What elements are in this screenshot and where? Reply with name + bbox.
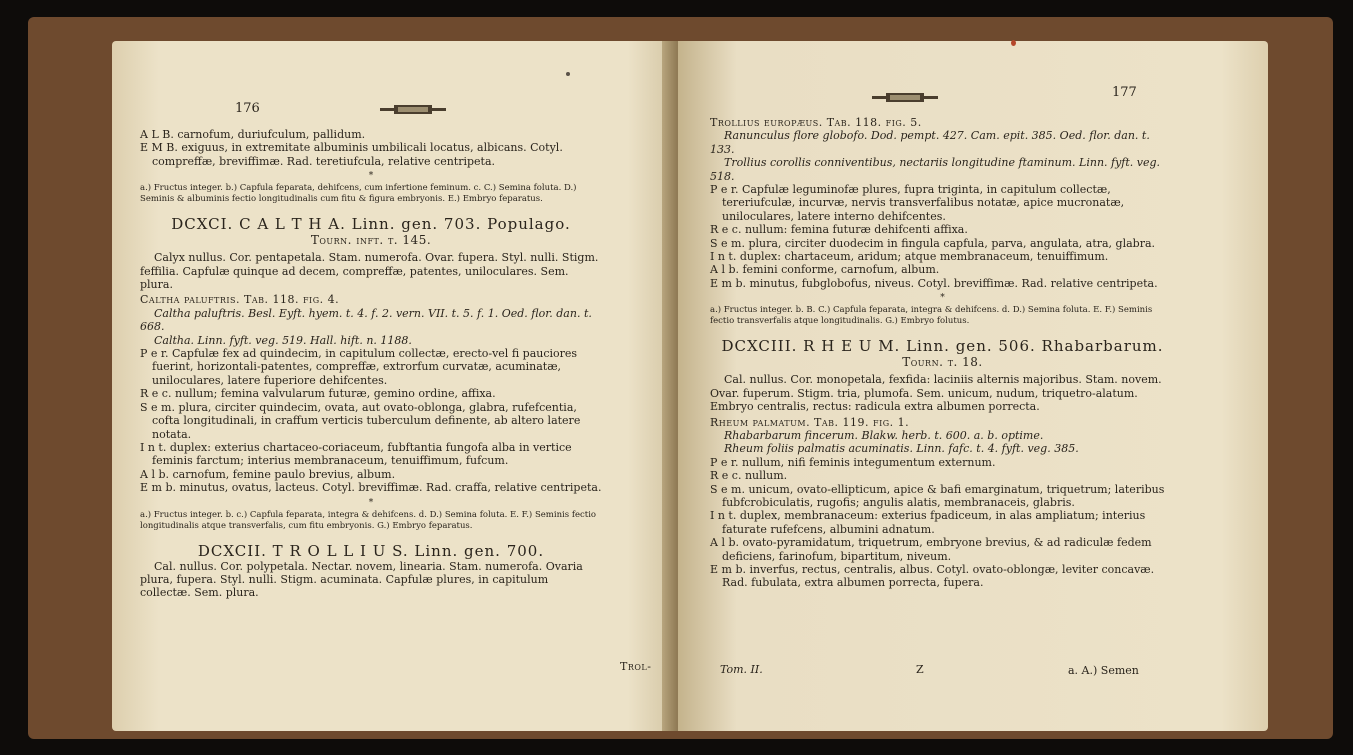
trollius-alb: A l b. femini conforme, carnofum, album. bbox=[710, 263, 940, 277]
figure-note-top: a.) Fructus integer. b.) Capfula feparata, dehifcens, cum infertione feminum. c. C.) Semina foluta. D.) Seminis & albuminis fectio longitudinalis cum fitu & figura embryonis. E.) Embryo feparatus. bbox=[140, 183, 577, 205]
right-page-text bbox=[710, 116, 1175, 590]
trollius-rec: R e c. nullum: femina futuræ dehifcenti affixa. bbox=[710, 223, 968, 237]
rheum-description: Cal. nullus. Cor. monopetala, fexfida: laciniis alternis majoribus. Stam. novem. Ovar. fuperum. Stigm. tria, plumofa. Sem. unicum, nudum, triquetro-alatum. Embryo centralis, rectus: radicula extra albumen porrecta. bbox=[710, 373, 1162, 414]
figure-note-caltha: a.) Fructus integer. b. c.) Capfula feparata, integra & dehifcens. d. D.) Semina foluta. E. F.) Seminis fectio longitudinalis atque transverfalis, cum fitu embryonis. G.) Embryo feparatus. bbox=[140, 509, 597, 531]
rheum-rec: R e c. nullum. bbox=[710, 469, 788, 483]
caltha-synonym-1: Caltha paluftris. Besl. Eyft. hyem. t. 4. f. 2. vern. VII. t. 5. f. 1. Oed. flor. dan. t. 668. bbox=[140, 306, 592, 334]
rheum-species: Rheum palmatum. Tab. 119. fig. 1. bbox=[710, 415, 910, 429]
caltha-rec: R e c. nullum; femina valvularum futuræ, gemino ordine, affixa. bbox=[140, 387, 496, 401]
red-speck bbox=[1011, 40, 1016, 46]
trollius-emb: E m b. minutus, fubglobofus, niveus. Cotyl. breviffimæ. Rad. relative centripeta. bbox=[710, 276, 1158, 290]
genus-subheading-rheum: Tourn. t. 18. bbox=[902, 355, 983, 370]
left-page-number: 176 bbox=[235, 101, 260, 116]
rheum-emb: E m b. inverfus, rectus, centralis, albus. Cotyl. ovato-oblongæ, leviter concavæ. Rad. fubulata, extra albumen porrecta, fupera. bbox=[710, 562, 1155, 590]
caltha-sem: S e m. plura, circiter quindecim, ovata, aut ovato-oblonga, glabra, rufefcentia, cofta longitudinali, in craffum verticis tuberculum definente, ab altero latere notata. bbox=[140, 400, 581, 441]
trollius-species: Trollius europæus. Tab. 118. fig. 5. bbox=[710, 116, 922, 129]
caltha-emb: E m b. minutus, ovatus, lacteus. Cotyl. breviffimæ. Rad. craffa, relative centripeta. bbox=[140, 481, 602, 495]
right-page-number: 177 bbox=[1112, 85, 1137, 100]
rheum-sem: S e m. unicum, ovato-ellipticum, apice & bafi emarginatum, triquetrum; lateribus fubfcrobiculatis, rugofis; angulis alatis, membranaceis, glabris. bbox=[710, 482, 1165, 509]
rheum-per: P e r. nullum, nifi feminis integumentum externum. bbox=[710, 455, 996, 469]
trollius-synonym-1: Ranunculus flore globofo. Dod. pempt. 427. Cam. epit. 385. Oed. flor. dan. t. 133. bbox=[710, 129, 1150, 156]
separator-star: * bbox=[368, 497, 374, 508]
caltha-species: Caltha paluftris. Tab. 118. fig. 4. bbox=[140, 293, 340, 307]
caltha-alb: A l b. carnofum, femine paulo brevius, album. bbox=[140, 467, 396, 481]
catch-note: a. A.) Semen bbox=[1068, 664, 1139, 677]
trollius-sem: S e m. plura, circiter duodecim in fingula capfula, parva, angulata, atra, glabra. bbox=[710, 236, 1156, 250]
caltha-top-alb: A L B. carnofum, duriufculum, pallidum. bbox=[140, 128, 366, 141]
right-header-ornament bbox=[872, 92, 938, 103]
trollius-per: P e r. Capfulæ leguminofæ plures, fupra triginta, in capitulum collectæ, tereriufculæ, incurvæ, nervis transverfalibus notatæ, apice mucronatæ, uniloculares, latere interno dehifcentes. bbox=[710, 183, 1125, 223]
caltha-per: P e r. Capfulæ fex ad quindecim, in capitulum collectæ, erecto-vel fi pauciores fuerint, horizontali-patentes, compreffæ, extrorfum curvatæ, acuminatæ, uniloculares, latere fuperiore dehifcentes. bbox=[140, 347, 578, 387]
separator-star: * bbox=[368, 171, 374, 182]
separator-star: * bbox=[940, 293, 945, 304]
rheum-int: I n t. duplex, membranaceum: exterius fpadiceum, in alas ampliatum; interius faturate rufefcens, albumini adnatum. bbox=[710, 509, 1146, 536]
genus-heading-caltha: DCXCI. C A L T H A. Linn. gen. 703. Populago. bbox=[171, 215, 571, 234]
caltha-int: I n t. duplex: exterius chartaceo-coriaceum, fubftantia fungofa alba in vertice feminis farctum; interius membranaceum, tenuiffimum, fufcum. bbox=[140, 440, 572, 468]
catchword: Trol- bbox=[620, 660, 652, 673]
genus-heading-trollius: DCXCII. T R O L L I U S. Linn. gen. 700. bbox=[197, 541, 545, 560]
left-header-ornament bbox=[380, 104, 446, 115]
caltha-top-emb: E M B. exiguus, in extremitate albuminis umbilicali locatus, albicans. Cotyl. compreffæ, breviffimæ. Rad. teretiufcula, relative centripeta. bbox=[140, 141, 563, 168]
signature-mark: Z bbox=[916, 663, 924, 676]
rheum-alb: A l b. ovato-pyramidatum, triquetrum, embryone brevius, & ad radiculæ fedem deficiens, farinofum, bipartitum, niveum. bbox=[710, 536, 1152, 563]
page-speck bbox=[566, 72, 570, 76]
genus-subheading-caltha: Tourn. inft. t. 145. bbox=[310, 233, 432, 248]
rheum-synonym-2: Rheum foliis palmatis acuminatis. Linn. fafc. t. 4. fyft. veg. 385. bbox=[724, 442, 1079, 456]
trollius-synonym-2: Trollius corollis conniventibus, nectariis longitudine ftaminum. Linn. fyft. veg. 518. bbox=[710, 156, 1161, 183]
caltha-synonym-2: Caltha. Linn. fyft. veg. 519. Hall. hift. n. 1188. bbox=[154, 333, 412, 347]
figure-note-trollius: a.) Fructus integer. b. B. C.) Capfula feparata, integra & dehifcens. d. D.) Semina foluta. E. F.) Seminis fectio transverfalis atque longitudinalis. G.) Embryo folutus. bbox=[710, 305, 1153, 327]
trollius-description: Cal. nullus. Cor. polypetala. Nectar. novem, linearia. Stam. numerofa. Ovaria plura, fupera. Styl. nulli. Stigm. acuminata. Capfulæ plures, in capitulum collectæ. Sem. plura. bbox=[140, 559, 583, 600]
rheum-synonym-1: Rhabarbarum fincerum. Blakw. herb. t. 600. a. b. optime. bbox=[724, 428, 1044, 442]
volume-footer: Tom. II. bbox=[720, 663, 763, 676]
left-page-text bbox=[140, 128, 602, 600]
genus-heading-rheum: DCXCIII. R H E U M. Linn. gen. 506. Rhabarbarum. bbox=[721, 337, 1164, 356]
trollius-int: I n t. duplex: chartaceum, aridum; atque membranaceum, tenuiffimum. bbox=[710, 250, 1109, 264]
caltha-description: Calyx nullus. Cor. pentapetala. Stam. numerofa. Ovar. fupera. Styl. nulli. Stigm. feffilia. Capfulæ quinque ad decem, compreffæ, patentes, uniloculares. Sem. plura. bbox=[140, 251, 599, 292]
